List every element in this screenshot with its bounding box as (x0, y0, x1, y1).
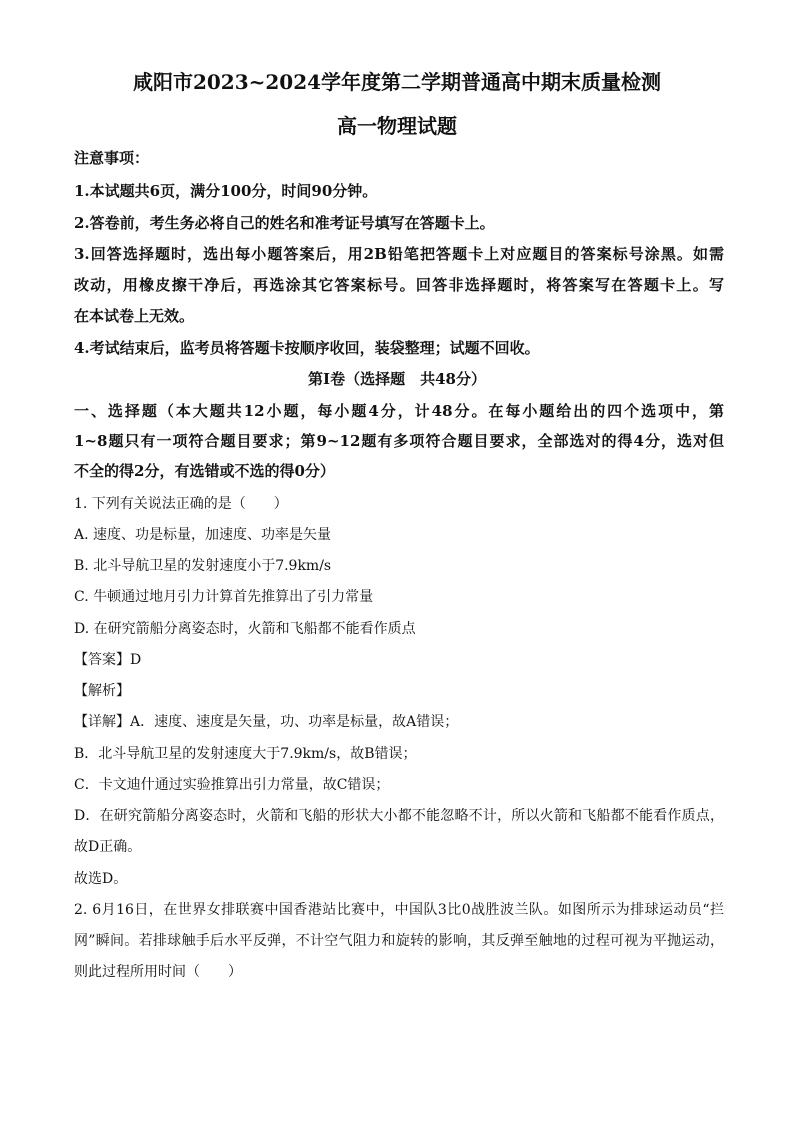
q1-detail-a: 【详解】A．速度、速度是矢量，功、功率是标量，故A错误； (74, 714, 459, 730)
q2-stem-line-3: 则此过程所用时间（ ） (74, 964, 242, 980)
note-3-line-2: 改动，用橡皮擦干净后，再选涂其它答案标号。回答非选择题时，将答案写在答题卡上。写 (74, 276, 724, 294)
q1-detail-d-line-2: 故D正确。 (74, 839, 142, 855)
q1-option-a: A. 速度、功是标量，加速度、功率是矢量 (74, 527, 332, 543)
exam-subtitle: 高一物理试题 (337, 114, 457, 138)
q1-stem: 1. 下列有关说法正确的是（ ） (74, 496, 288, 512)
exam-title: 咸阳市2023~2024学年度第二学期普通高中期末质量检测 (132, 70, 662, 94)
note-2: 2.答卷前，考生务必将自己的姓名和准考证号填写在答题卡上。 (74, 214, 495, 232)
q1-analysis-heading: 【解析】 (74, 683, 130, 699)
q1-detail-c: C．卡文迪什通过实验推算出引力常量，故C错误； (74, 777, 390, 793)
q1-option-b: B. 北斗导航卫星的发射速度小于7.9km/s (74, 558, 332, 574)
q1-option-c: C. 牛顿通过地月引力计算首先推算出了引力常量 (74, 589, 374, 605)
note-1: 1.本试题共6页，满分100分，时间90分钟。 (74, 182, 378, 200)
note-4: 4.考试结束后，监考员将答题卡按顺序收回，装袋整理；试题不回收。 (74, 339, 540, 357)
section-title: 第Ⅰ卷（选择题 共48分） (308, 370, 486, 388)
part1-instructions-line-2: 1~8题只有一项符合题目要求；第9~12题有多项符合题目要求，全部选对的得4分，选对但 (74, 432, 724, 450)
part1-instructions-line-1: 一、选择题（本大题共12小题，每小题4分，计48分。在每小题给出的四个选项中，第 (74, 402, 724, 420)
q1-conclusion: 故选D。 (74, 871, 128, 887)
notes-heading: 注意事项： (74, 149, 150, 167)
q1-detail-b: B．北斗导航卫星的发射速度大于7.9km/s，故B错误； (74, 746, 417, 762)
q2-stem-line-1: 2. 6月16日，在世界女排联赛中国香港站比赛中，中国队3比0战胜波兰队。如图所示为排球运动员“拦 (74, 902, 724, 918)
q1-answer: 【答案】D (74, 652, 142, 668)
q1-option-d: D. 在研究箭船分离姿态时，火箭和飞船都不能看作质点 (74, 621, 416, 637)
note-3-line-1: 3.回答选择题时，选出每小题答案后，用2B铅笔把答题卡上对应题目的答案标号涂黑。如需 (74, 245, 724, 263)
note-3-line-3: 在本试卷上无效。 (74, 307, 195, 325)
part1-instructions-line-3: 不全的得2分，有选错或不选的得0分） (74, 462, 335, 480)
q1-detail-d-line-1: D．在研究箭船分离姿态时，火箭和飞船的形状大小都不能忽略不计，所以火箭和飞船都不能看作质点， (74, 808, 724, 824)
q2-stem-line-2: 网”瞬间。若排球触手后水平反弹，不计空气阻力和旋转的影响，其反弹至触地的过程可视为平抛运动， (74, 933, 724, 949)
